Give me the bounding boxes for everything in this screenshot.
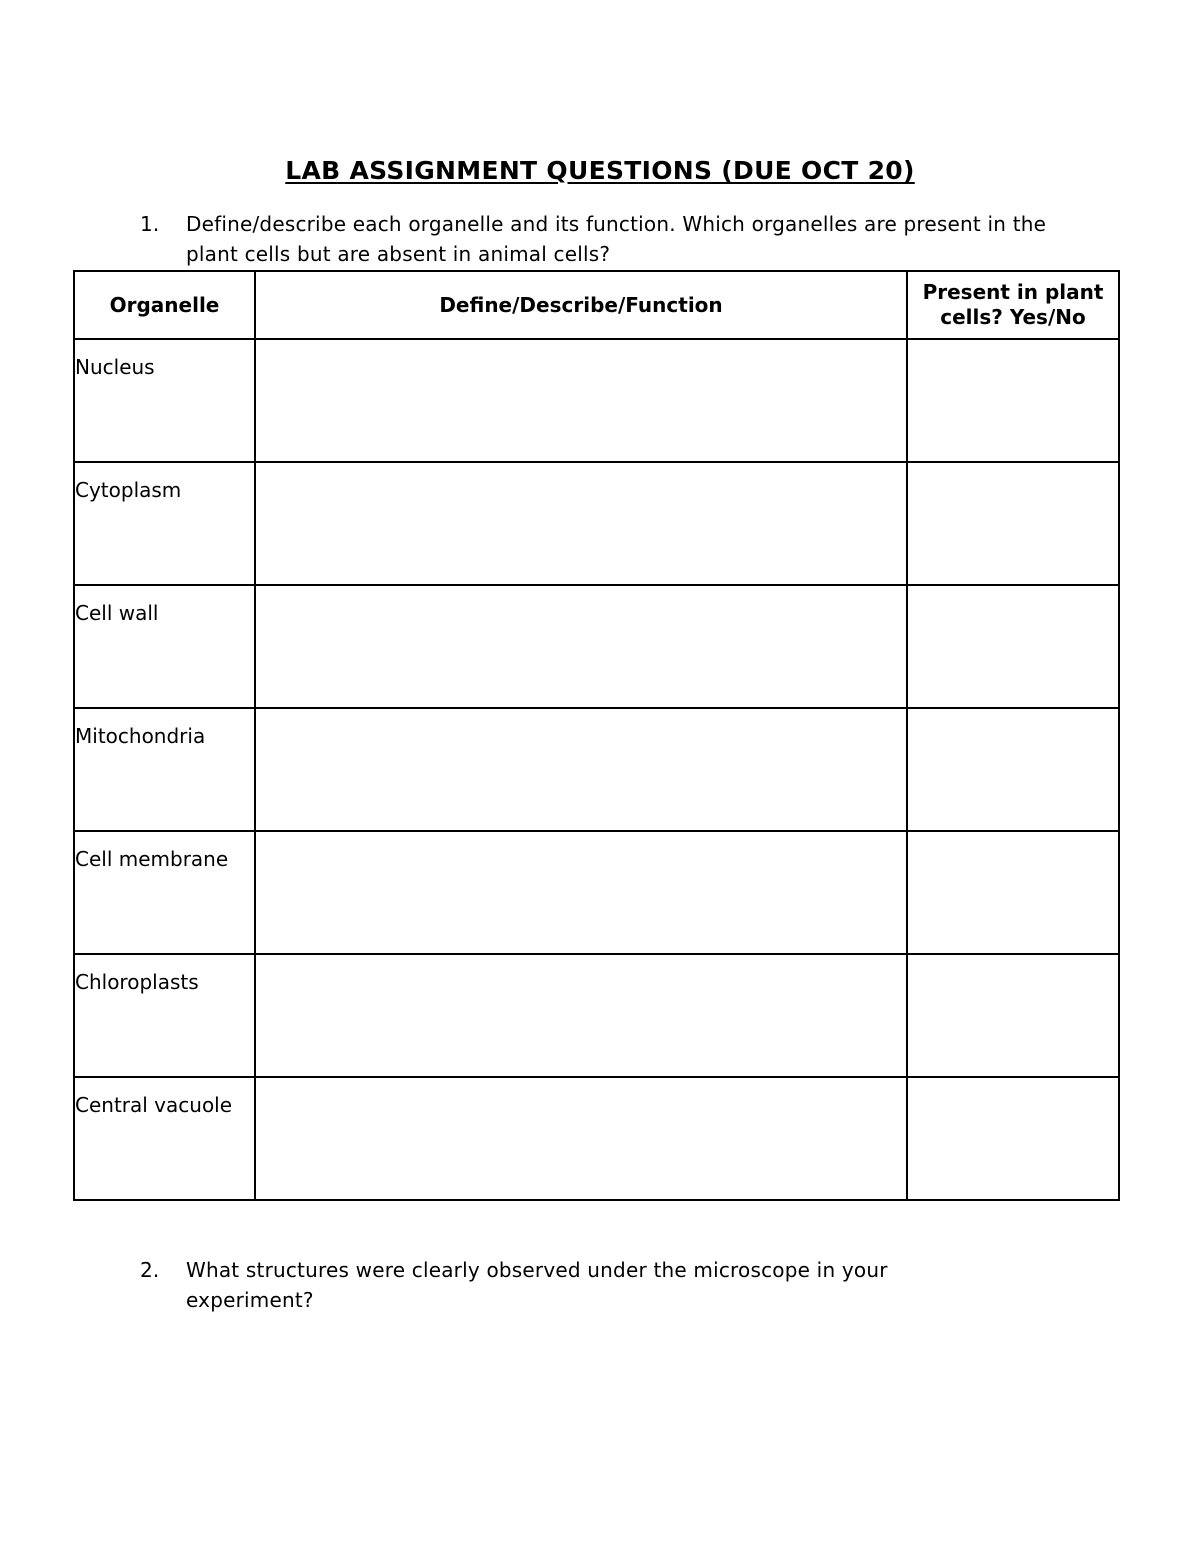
organelle-name: Nucleus [74,339,255,462]
description-cell[interactable] [255,462,907,585]
table-row [74,954,1119,1077]
description-cell[interactable] [255,585,907,708]
table-row [74,831,1119,954]
organelle-name: Chloroplasts [74,954,255,1077]
organelle-name: Cell wall [74,585,255,708]
header-description: Define/Describe/Function [255,271,907,339]
present-cell[interactable] [907,462,1119,585]
question-text: What structures were clearly observed under the microscope in your experiment? [186,1258,888,1312]
table-row [74,585,1119,708]
organelle-name: Central vacuole [74,1077,255,1200]
question-1 [140,209,1100,269]
present-cell[interactable] [907,339,1119,462]
present-cell[interactable] [907,954,1119,1077]
organelle-name: Mitochondria [74,708,255,831]
question-number: 2. [140,1258,160,1282]
present-cell[interactable] [907,831,1119,954]
description-cell[interactable] [255,831,907,954]
description-cell[interactable] [255,708,907,831]
description-cell[interactable] [255,339,907,462]
table-row [74,339,1119,462]
question-2 [140,1255,960,1315]
question-text: Define/describe each organelle and its function. Which organelles are present in the plant cells but are absent in animal cells? [186,212,1047,266]
table-row [74,708,1119,831]
description-cell[interactable] [255,1077,907,1200]
organelle-name: Cell membrane [74,831,255,954]
header-present: Present in plant cells? Yes/No [907,271,1119,339]
present-cell[interactable] [907,708,1119,831]
table-row [74,1077,1119,1200]
question-number: 1. [140,212,160,236]
description-cell[interactable] [255,954,907,1077]
organelle-name: Cytoplasm [74,462,255,585]
table-header-row [74,271,1119,339]
present-cell[interactable] [907,585,1119,708]
organelle-table [73,270,1120,1201]
present-cell[interactable] [907,1077,1119,1200]
table-row [74,462,1119,585]
page-title: LAB ASSIGNMENT QUESTIONS (DUE OCT 20) [285,156,915,185]
header-organelle: Organelle [74,271,255,339]
